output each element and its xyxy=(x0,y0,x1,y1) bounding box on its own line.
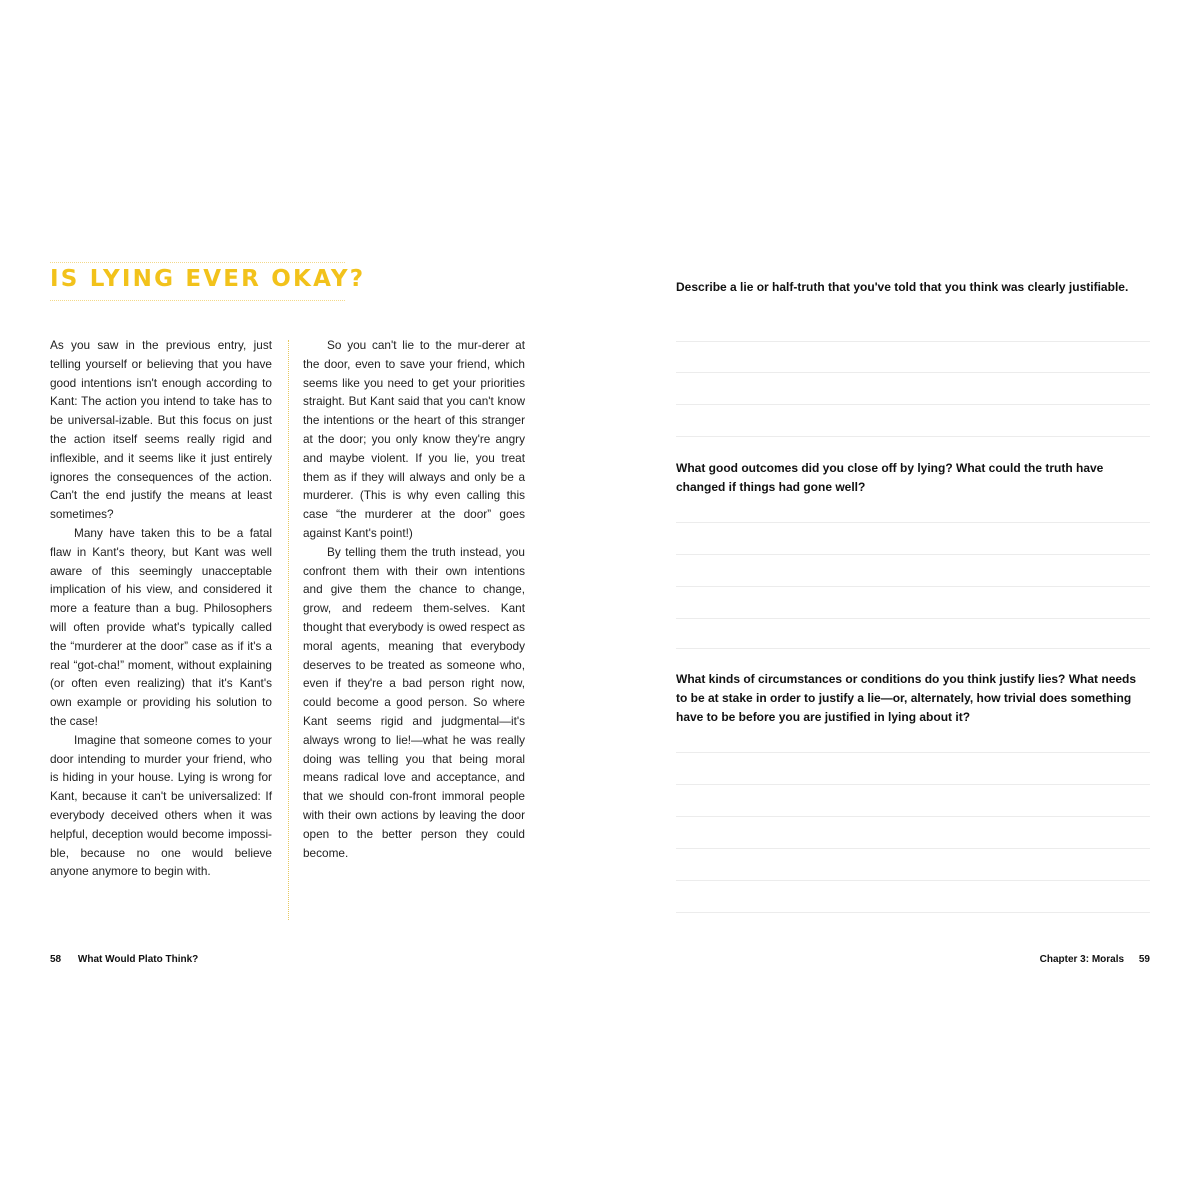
writing-line xyxy=(676,554,1150,555)
journal-prompt-2: What good outcomes did you close off by lying? What could the truth have changed if things had gone well? xyxy=(676,461,1104,494)
writing-line xyxy=(676,618,1150,619)
writing-line xyxy=(676,522,1150,523)
book-title: What Would Plato Think? xyxy=(77,954,199,965)
page-number: 59 xyxy=(1138,954,1150,965)
writing-line xyxy=(676,912,1150,913)
paragraph: Imagine that someone comes to your door intending to murder your friend, who is hiding in your house. Lying is wrong for Kant, because it can't be universalized: If everybody deceived others when it was helpful, deception would become impossi-ble, because no one would believe anyone anymore to begin with. xyxy=(50,732,272,879)
column-divider xyxy=(288,340,289,920)
paragraph: By telling them the truth instead, you confront them with their own intentions and give them the chance to change, grow, and redeem them-selves. Kant thought that everybody is owed respect as moral agents, meaning that everybody deserves to be treated as someone who, even if they're a bad person right now, could become a good person. So where Kant seems rigid and judgmental—it's always wrong to lie!—what he was really doing was telling you that being moral means radical love and acceptance, and that we should con-front immoral people with their own actions by leaving the door open to the better person they could become. xyxy=(303,544,525,860)
title-block xyxy=(50,262,366,302)
writing-line xyxy=(676,372,1150,373)
writing-line xyxy=(676,404,1150,405)
writing-line xyxy=(676,880,1150,881)
page-title: IS LYING EVER OKAY? xyxy=(50,266,366,292)
writing-line xyxy=(676,816,1150,817)
footer-left xyxy=(50,954,198,965)
title-rule-top xyxy=(50,262,345,264)
title-rule-bottom xyxy=(50,300,345,302)
paragraph: So you can't lie to the mur-derer at the door, even to save your friend, which seems like you need to get your priorities straight. But Kant said that you can't know the intentions or the heart of this stranger at the door; you only know they're angry and maybe violent. If you lie, you treat them as if they will always and only be a murderer. (This is why even calling this case “the murderer at the door” goes against Kant's point!) xyxy=(303,338,525,540)
writing-line xyxy=(676,436,1150,437)
paragraph: As you saw in the previous entry, just telling yourself or believing that you have good intentions isn't enough according to Kant: The action you intend to take has to be universal-izable. But this focus on just the action itself seems really rigid and inflexible, and it seems like it just entirely ignores the consequences of the action. Can't the end justify the means at least sometimes? xyxy=(50,338,272,522)
chapter-title: Chapter 3: Morals xyxy=(1039,954,1125,965)
writing-line xyxy=(676,586,1150,587)
paragraph: Many have taken this to be a fatal flaw in Kant's theory, but Kant was well aware of this seemingly unacceptable implication of his view, and considered it more a feature than a bug. Philosophers will often provide what's typically called the “murderer at the door” case as if it's a real “got-cha!” moment, without explaining (or often even realizing) that it's Kant's own example or providing his solution to the case! xyxy=(50,525,272,728)
text-column-1 xyxy=(50,336,272,881)
writing-line xyxy=(676,848,1150,849)
writing-line xyxy=(676,341,1150,342)
journal-prompt-1: Describe a lie or half-truth that you've told that you think was clearly justifiable. xyxy=(676,280,1129,294)
journal-prompt-3: What kinds of circumstances or conditions do you think justify lies? What needs to be at stake in order to justify a lie—or, alternately, how trivial does something have to be before you are justified in lying about it? xyxy=(676,672,1137,724)
footer-right xyxy=(1040,954,1150,965)
writing-line xyxy=(676,752,1150,753)
text-column-2 xyxy=(303,336,525,862)
page-number: 58 xyxy=(50,954,62,965)
writing-line xyxy=(676,784,1150,785)
writing-line xyxy=(676,648,1150,649)
